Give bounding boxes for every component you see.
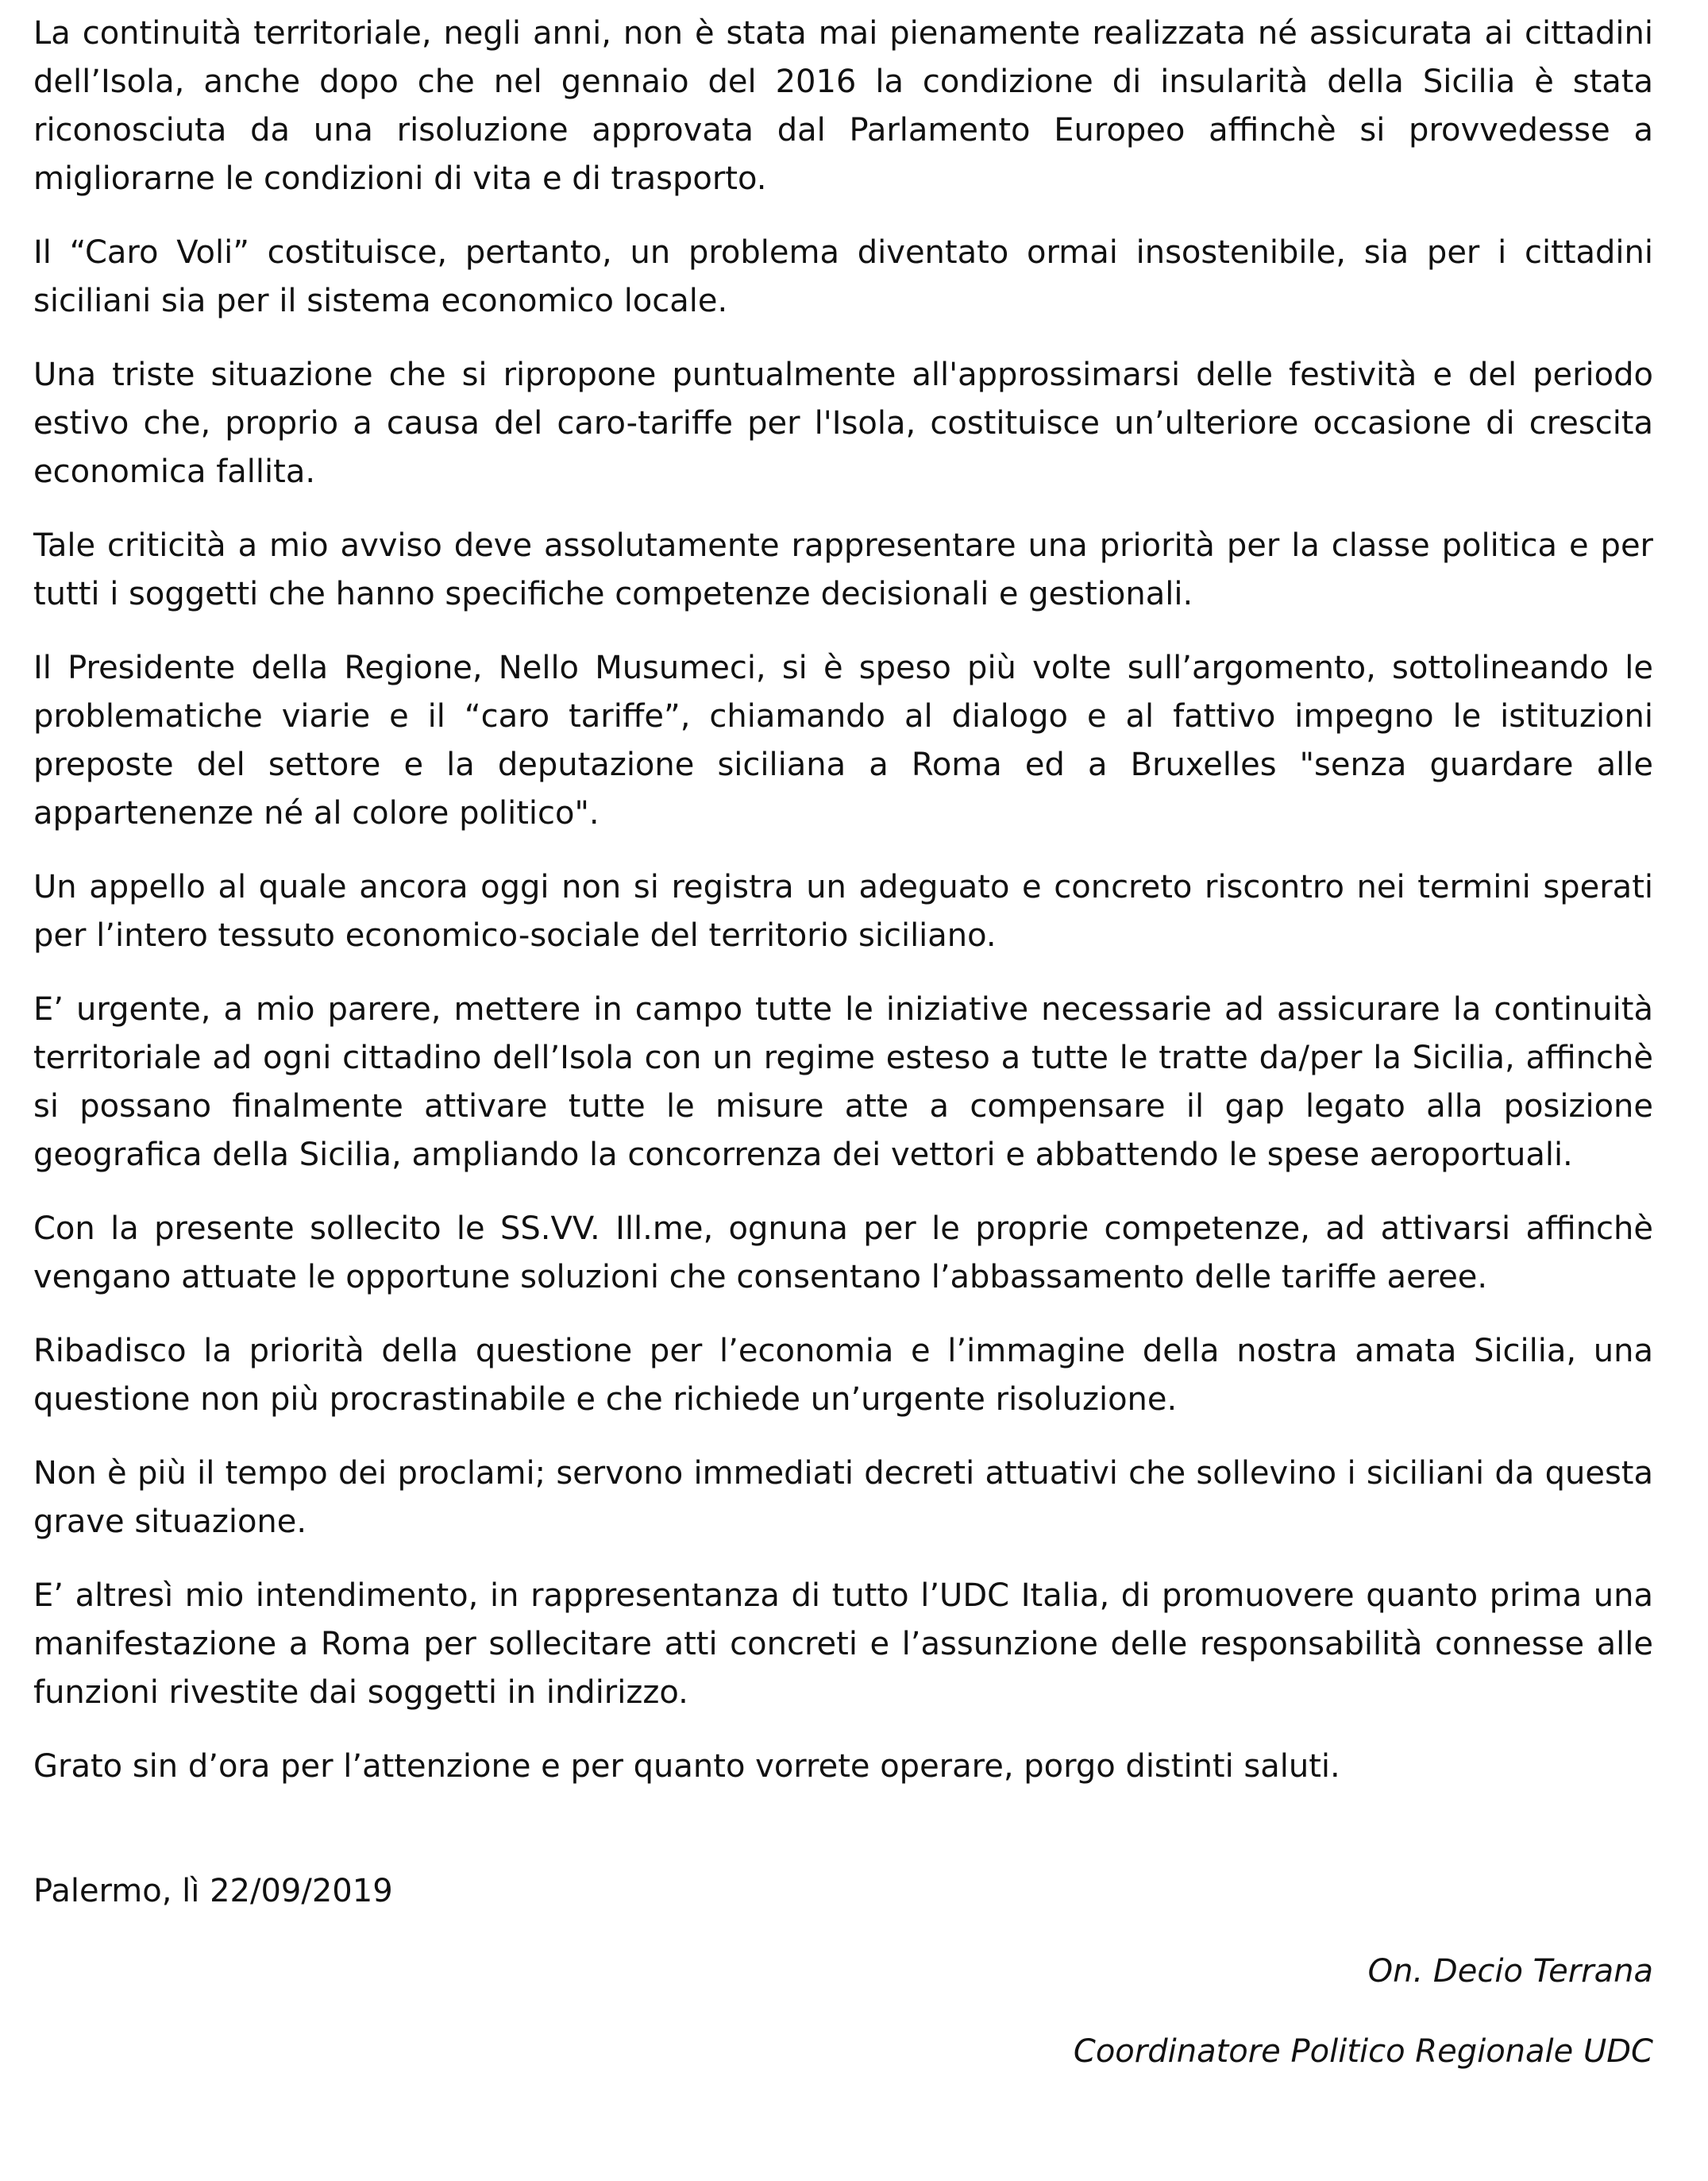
paragraph-12: Grato sin d’ora per l’attenzione e per quanto vorrete operare, porgo distinti saluti. <box>33 1748 1340 1785</box>
signature-role: Coordinatore Politico Regionale UDC <box>1073 2033 1653 2070</box>
signature-name: On. Decio Terrana <box>1367 1953 1653 1990</box>
paragraph-7: E’ urgente, a mio parere, mettere in campo tutte le iniziative necessarie ad assicurare la continuità territoriale ad ogni cittadino dell’Isola con un regime esteso a tutte le tratte da/per la Sicilia, affinchè si possano finalmente attivare tutte le misure atte a compensare il gap legato alla posizione geografica della Sicilia, ampliando la concorrenza dei vettori e abbattendo le spese aeroportuali. <box>33 991 1653 1173</box>
paragraph-8: Con la presente sollecito le SS.VV. Ill.me, ognuna per le proprie competenze, ad attivarsi affinchè vengano attuate le opportune soluzioni che consentano l’abbassamento delle tariffe aeree. <box>33 1210 1653 1295</box>
paragraph-10: Non è più il tempo dei proclami; servono immediati decreti attuativi che sollevino i siciliani da questa grave situazione. <box>33 1455 1653 1540</box>
paragraph-4: Tale criticità a mio avviso deve assolutamente rappresentare una priorità per la classe politica e per tutti i soggetti che hanno specifiche competenze decisionali e gestionali. <box>33 527 1653 612</box>
paragraph-11: E’ altresì mio intendimento, in rappresentanza di tutto l’UDC Italia, di promuovere quanto prima una manifestazione a Roma per sollecitare atti concreti e l’assunzione delle responsabilità connesse alle funzioni rivestite dai soggetti in indirizzo. <box>33 1577 1653 1711</box>
paragraph-1: La continuità territoriale, negli anni, non è stata mai pienamente realizzata né assicurata ai cittadini dell’Isola, anche dopo che nel gennaio del 2016 la condizione di insularità della Sicilia è stata riconosciuta da una risoluzione approvata dal Parlamento Europeo affinchè si provvedesse a migliorarne le condizioni di vita e di trasporto. <box>33 15 1653 197</box>
letter-page <box>33 10 1653 2076</box>
paragraph-3: Una triste situazione che si ripropone puntualmente all'approssimarsi delle festività e del periodo estivo che, proprio a causa del caro-tariffe per l'Isola, costituisce un’ulteriore occasione di crescita economica fallita. <box>33 357 1653 490</box>
date-line: Palermo, lì 22/09/2019 <box>33 1873 393 1909</box>
paragraph-9: Ribadisco la priorità della questione per l’economia e l’immagine della nostra amata Sicilia, una questione non più procrastinabile e che richiede un’urgente risoluzione. <box>33 1333 1653 1418</box>
paragraph-5: Il Presidente della Regione, Nello Musumeci, si è speso più volte sull’argomento, sottolineando le problematiche viarie e il “caro tariffe”, chiamando al dialogo e al fattivo impegno le istituzioni preposte del settore e la deputazione siciliana a Roma ed a Bruxelles "senza guardare alle appartenenze né al colore politico". <box>33 650 1653 832</box>
paragraph-6: Un appello al quale ancora oggi non si registra un adeguato e concreto riscontro nei termini sperati per l’intero tessuto economico-sociale del territorio siciliano. <box>33 869 1653 954</box>
paragraph-2: Il “Caro Voli” costituisce, pertanto, un problema diventato ormai insostenibile, sia per i cittadini siciliani sia per il sistema economico locale. <box>33 234 1653 319</box>
